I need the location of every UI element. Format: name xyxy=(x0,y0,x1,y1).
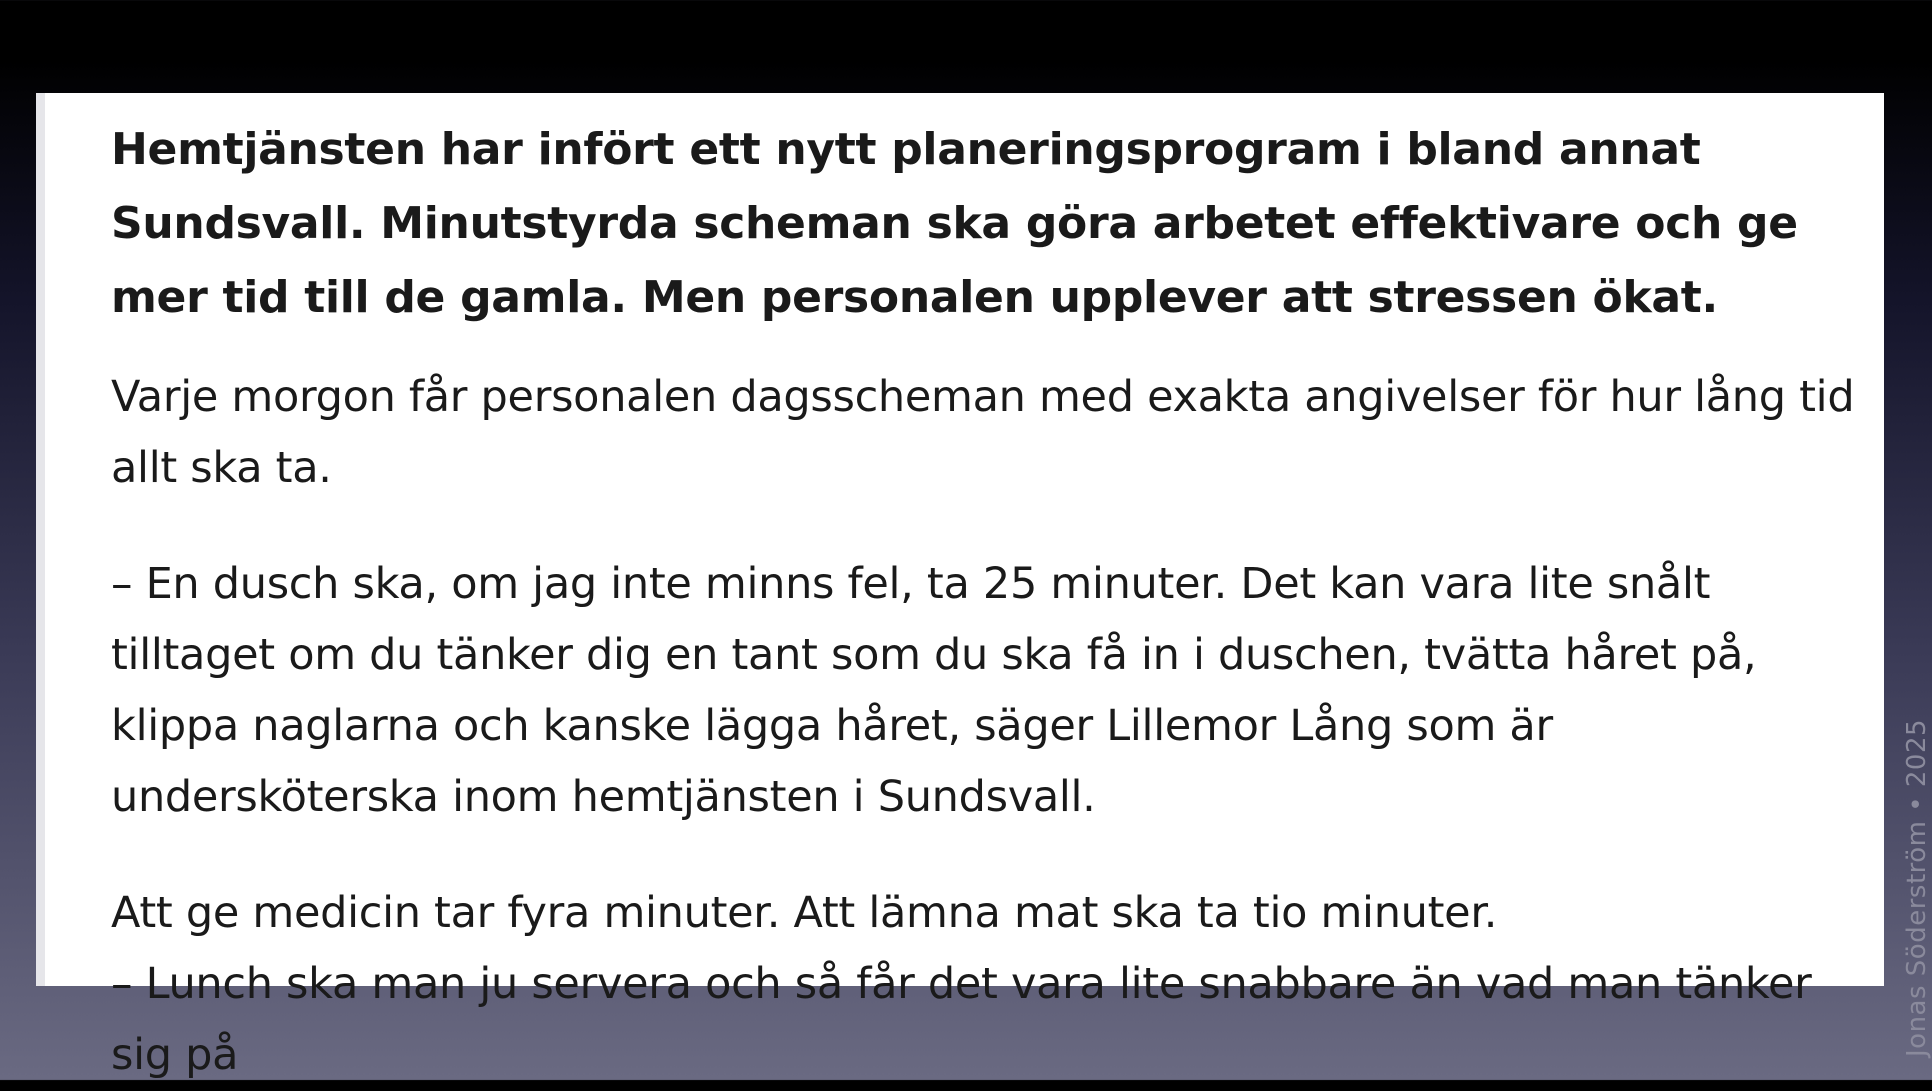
article-quote-paragraph: – En dusch ska, om jag inte minns fel, ta 25 minuter. Det kan vara lite snålt tilltaget om du tänker dig en tant som du ska få in i duschen, tvätta håret på, klippa naglarna och kanske lägga håret, säger Lillemor Lång som är undersköterska inom hemtjänsten i Sundsvall. xyxy=(111,559,1757,822)
article-paragraph: Att ge medicin tar fyra minuter. Att lämna mat ska ta tio minuter. xyxy=(111,888,1498,938)
article-body xyxy=(111,113,1881,1091)
author-watermark: Jonas Söderström • 2025 xyxy=(1902,718,1932,1057)
article-lead: Hemtjänsten har infört ett nytt planeringsprogram i bland annat Sundsvall. Minutstyrda scheman ska göra arbetet effektivare och ge mer tid till de gamla. Men personalen upplever att stressen ökat. xyxy=(111,124,1798,323)
article-paragraph-cut-off: – Lunch ska man ju servera och så får det vara lite snabbare än vad man tänker sig på xyxy=(111,959,1812,1080)
article-card xyxy=(36,93,1884,1080)
article-paragraph: Varje morgon får personalen dagsscheman med exakta angivelser för hur lång tid allt ska ta. xyxy=(111,372,1855,493)
